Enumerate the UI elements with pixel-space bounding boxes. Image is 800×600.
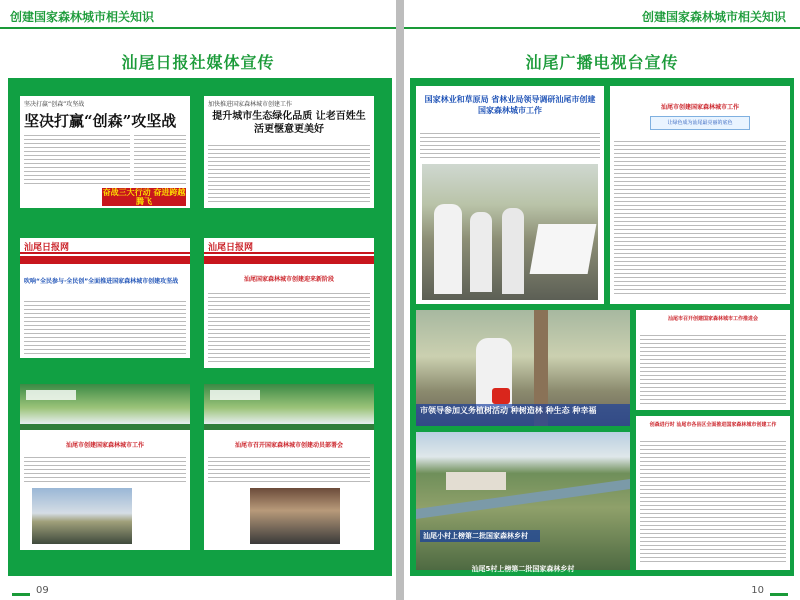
left-page xyxy=(0,0,396,600)
right-section-title: 汕尾广播电视台宣传 xyxy=(525,53,679,72)
clip1-body-col2 xyxy=(134,132,186,184)
clip1-body xyxy=(24,132,130,184)
web4-navbar xyxy=(204,424,374,430)
photo-village xyxy=(446,472,506,490)
photo-person-2 xyxy=(470,212,492,292)
web3-headline: 汕尾市创建国家森林城市工作 xyxy=(65,442,144,449)
web2-navbar xyxy=(204,256,374,264)
web4-body xyxy=(208,454,370,484)
header-divider xyxy=(0,27,396,29)
right-page-header: 创建国家森林城市相关知识 xyxy=(641,10,786,24)
web-clip-4 xyxy=(204,384,374,550)
right-page xyxy=(404,0,800,600)
left-page-header: 创建国家森林城市相关知识 xyxy=(10,10,155,24)
clip1-banner xyxy=(102,188,186,206)
web1-logo: 汕尾日报网 xyxy=(24,243,70,253)
web2-body xyxy=(208,290,370,364)
clip2-kicker: 加快推进国家森林城市创建工作 xyxy=(208,101,293,108)
photo2-caption2: 汕尾5村上榜第二批国家森林乡村 xyxy=(471,565,575,573)
aerial-village-photo xyxy=(416,432,630,570)
web2-headline: 汕尾国家森林城市创建迎来新阶段 xyxy=(243,276,334,283)
article2-sub: 让绿色成为汕尾最亮丽的底色 xyxy=(667,120,733,126)
web4-logo xyxy=(210,390,260,400)
tree-planting-photo xyxy=(416,310,630,426)
right-footer xyxy=(404,584,800,600)
clip1-kicker: 坚决打赢“创森”攻坚战 xyxy=(24,101,85,108)
web3-navbar xyxy=(20,424,190,430)
clip2-body xyxy=(208,142,370,202)
article1-photo xyxy=(422,164,598,300)
header-divider xyxy=(404,27,800,29)
tv-article-4 xyxy=(636,416,790,570)
article2-subbox xyxy=(650,116,750,130)
web4-banner xyxy=(204,384,374,424)
article4-headline: 创森进行时 汕尾市各县区全面推进国家森林城市创建工作 xyxy=(649,422,777,428)
article4-body xyxy=(640,438,786,564)
web1-body xyxy=(24,298,186,354)
web1-topbar xyxy=(20,238,190,254)
web3-banner xyxy=(20,384,190,424)
page-spine xyxy=(396,0,404,600)
photo-map-board xyxy=(530,224,597,274)
web4-photo xyxy=(250,488,340,544)
left-green-panel xyxy=(8,78,392,576)
clip1-banner-text: 奋战三大行动 奋进跨越腾飞 xyxy=(102,188,186,206)
aerial-caption-under xyxy=(416,556,630,575)
right-green-panel xyxy=(410,78,794,576)
web1-headline: 吹响“全民参与·全民创”全面推进国家森林城市创建攻坚战 xyxy=(24,278,179,285)
photo-caption-band xyxy=(416,404,630,426)
left-section-title: 汕尾日报社媒体宣传 xyxy=(121,53,275,72)
tv-article-3 xyxy=(636,310,790,410)
web3-body xyxy=(24,454,186,484)
web-clip-1 xyxy=(20,238,190,358)
article3-headline: 汕尾市召开创建国家森林城市工作推进会 xyxy=(667,316,758,322)
photo-person-3 xyxy=(502,208,524,294)
article2-body xyxy=(614,138,786,296)
tv-article-2 xyxy=(610,86,790,304)
web2-logo: 汕尾日报网 xyxy=(208,243,254,253)
left-page-number: 09 xyxy=(36,585,49,596)
clip1-headline: 坚决打赢“创森”攻坚战 xyxy=(24,112,177,130)
newspaper-clip-1 xyxy=(20,96,190,208)
photo-red-bucket xyxy=(492,388,510,404)
right-page-number: 10 xyxy=(751,585,764,596)
photo2-caption-band-1 xyxy=(420,530,540,542)
right-footer-bar xyxy=(770,593,788,596)
web-clip-2 xyxy=(204,238,374,368)
web3-photo xyxy=(32,488,132,544)
web2-topbar xyxy=(204,238,374,254)
photo1-caption: 市领导参加义务植树活动 种树造林 种生态 种幸福 xyxy=(420,406,597,415)
web4-headline: 汕尾市召开国家森林城市创建动员部署会 xyxy=(234,442,343,449)
left-footer xyxy=(0,584,396,600)
web-clip-3 xyxy=(20,384,190,550)
clip2-headline: 提升城市生态绿化品质 让老百姓生活更惬意更美好 xyxy=(212,111,366,135)
newspaper-clip-2 xyxy=(204,96,374,208)
photo-person-1 xyxy=(434,204,462,294)
article2-headline: 汕尾市创建国家森林城市工作 xyxy=(660,104,739,111)
photo2-caption1: 汕尾小村上榜第二批国家森林乡村 xyxy=(423,532,528,540)
tv-article-1 xyxy=(416,86,604,304)
article3-body xyxy=(640,332,786,404)
web1-navbar xyxy=(20,256,190,264)
left-footer-bar xyxy=(12,593,30,596)
web3-logo xyxy=(26,390,76,400)
article1-headline: 国家林业和草原局 省林业局领导调研汕尾市创建国家森林城市工作 xyxy=(424,95,596,115)
article1-body xyxy=(420,130,600,158)
